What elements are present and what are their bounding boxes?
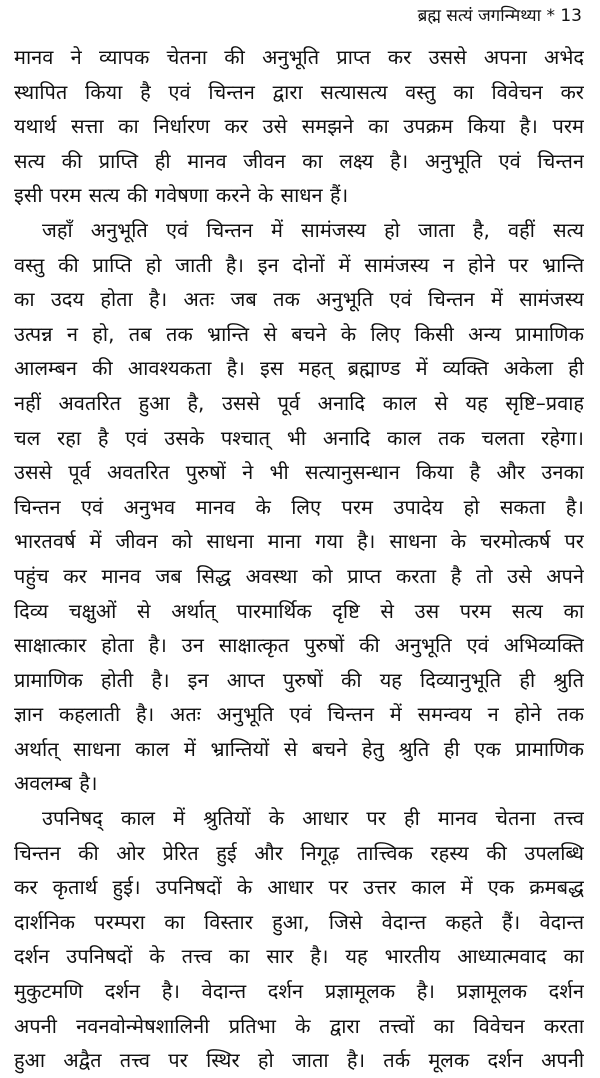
text-line: यथार्थ सत्ता का निर्धारण कर उसे समझने का उपक्रम किया है। परम [14, 114, 584, 139]
text-line: अपनी नवनवोन्मेषशालिनी प्रतिभा के द्वारा तत्त्वों का विवेचन करता [14, 1013, 584, 1038]
text-line: अवलम्ब है। [14, 771, 98, 796]
text-line: मानव ने व्यापक चेतना की अनुभूति प्राप्त कर उससे अपना अभेद [14, 45, 584, 69]
text-line: दिव्य चक्षुओं से अर्थात् पारमार्थिक दृष्टि से उस परम सत्य का [14, 598, 584, 623]
text-line: उपनिषद् काल में श्रुतियों के आधार पर ही मानव चेतना तत्त्व [42, 806, 584, 831]
text-line: पहुंच कर मानव जब सिद्ध अवस्था को प्राप्त करता है तो उसे अपने [14, 563, 584, 588]
text-line: उससे पूर्व अवतरित पुरुषों ने भी सत्यानुसन्धान किया है और उनका [14, 460, 584, 485]
text-line: वस्तु की प्राप्ति हो जाती है। इन दोनों में सामंजस्य न होने पर भ्रान्ति [14, 252, 584, 277]
paragraph-2 [14, 213, 584, 801]
text-line: भारतवर्ष में जीवन को साधना माना गया है। साधना के चरमोत्कर्ष पर [14, 529, 584, 554]
text-line: साक्षात्कार होता है। उन साक्षात्कृत पुरुषों की अनुभूति एवं अभिव्यक्ति [14, 633, 584, 658]
text-line: स्थापित किया है एवं चिन्तन द्वारा सत्यासत्य वस्तु का विवेचन कर [14, 79, 584, 104]
text-line: कर कृतार्थ हुई। उपनिषदों के आधार पर उत्तर काल में एक क्रमबद्ध [14, 875, 584, 900]
text-line: हुआ अद्वैत तत्त्व पर स्थिर हो जाता है। तर्क मूलक दर्शन अपनी [14, 1048, 584, 1073]
running-header: ब्रह्म सत्यं जगन्मिथ्या * 13 [417, 6, 582, 26]
text-line: उत्पन्न न हो, तब तक भ्रान्ति से बचने के लिए किसी अन्य प्रामाणिक [14, 321, 584, 346]
text-line: मुकुटमणि दर्शन है। वेदान्त दर्शन प्रज्ञामूलक है। प्रज्ञामूलक दर्शन [14, 979, 584, 1004]
text-line: प्रामाणिक होती है। इन आप्त पुरुषों की यह दिव्यानुभूति ही श्रुति [14, 667, 584, 692]
text-line: चल रहा है एवं उसके पश्चात् भी अनादि काल तक चलता रहेगा। [14, 425, 584, 450]
text-line: इसी परम सत्य की गवेषणा करने के साधन हैं। [14, 183, 349, 208]
text-line: अर्थात् साधना काल में भ्रान्तियों से बचने हेतु श्रुति ही एक प्रामाणिक [14, 736, 584, 761]
text-line: सत्य की प्राप्ति ही मानव जीवन का लक्ष्य है। अनुभूति एवं चिन्तन [14, 148, 584, 173]
paragraph-3 [14, 801, 584, 1078]
text-line: जहाँ अनुभूति एवं चिन्तन में सामंजस्य हो जाता है, वहीं सत्य [42, 217, 584, 242]
text-line: दार्शनिक परम्परा का विस्तार हुआ, जिसे वेदान्त कहते हैं। वेदान्त [14, 909, 584, 934]
text-line: आलम्बन की आवश्यकता है। इस महत् ब्रह्माण्ड में व्यक्ति अकेला ही [14, 356, 584, 381]
text-line: चिन्तन की ओर प्रेरित हुई और निगूढ़ तात्त्विक रहस्य की उपलब्धि [14, 840, 584, 865]
text-line: नहीं अवतरित हुआ है, उससे पूर्व अनादि काल से यह सृष्टि–प्रवाह [14, 390, 584, 415]
text-line: का उदय होता है। अतः जब तक अनुभूति एवं चिन्तन में सामंजस्य [14, 287, 584, 312]
text-line: चिन्तन एवं अनुभव मानव के लिए परम उपादेय हो सकता है। [14, 494, 584, 519]
text-line: दर्शन उपनिषदों के तत्त्व का सार है। यह भारतीय आध्यात्मवाद का [14, 944, 584, 969]
paragraph-1 [14, 40, 584, 213]
body-text [14, 40, 584, 1078]
text-line: ज्ञान कहलाती है। अतः अनुभूति एवं चिन्तन में समन्वय न होने तक [14, 702, 584, 727]
